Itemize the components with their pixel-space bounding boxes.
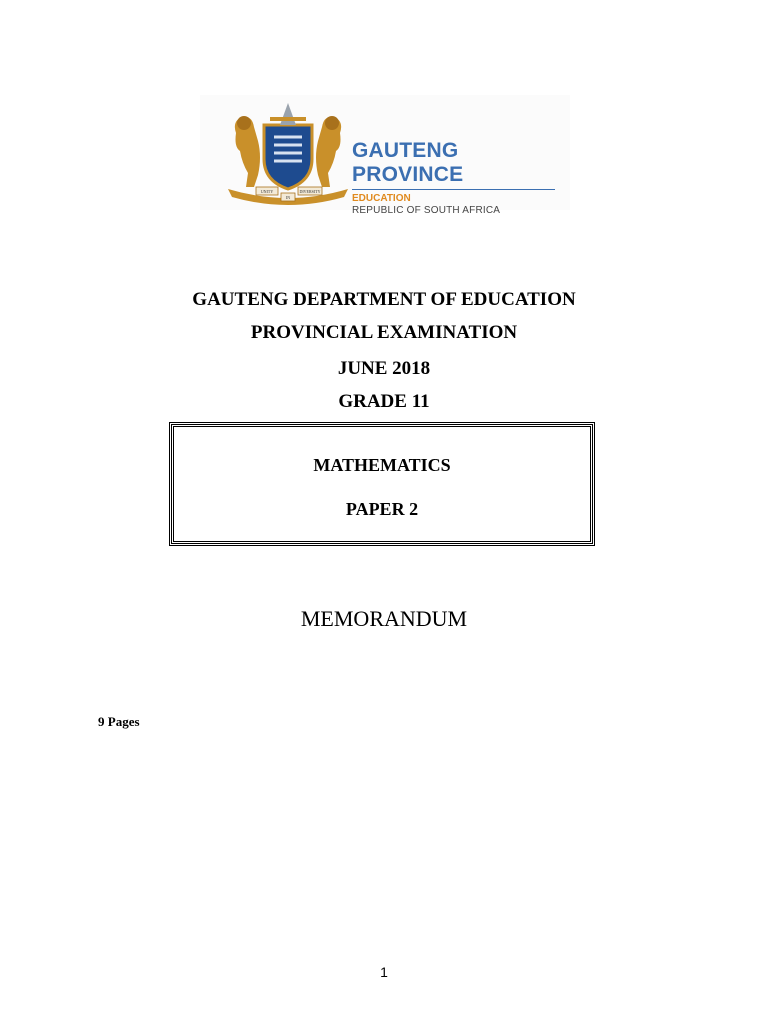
crest-motto-mid: IN [285, 195, 291, 200]
gauteng-education-logo [200, 95, 570, 216]
page-count: 9 Pages [98, 714, 140, 729]
page-number: 1 [380, 964, 388, 980]
subject-box [171, 424, 593, 544]
exam-type-heading: PROVINCIAL EXAMINATION [250, 322, 518, 343]
paper-number: PAPER 2 [345, 499, 419, 519]
department-heading: GAUTENG DEPARTMENT OF EDUCATION [192, 289, 576, 310]
country-name: REPUBLIC OF SOUTH AFRICA [352, 205, 501, 216]
coat-of-arms-icon [218, 97, 358, 207]
document-type: MEMORANDUM [300, 606, 468, 631]
crest-motto-left: UNITY [260, 189, 274, 194]
exam-date-heading: JUNE 2018 [337, 358, 431, 379]
crest-motto-right: DIVERSITY [299, 189, 321, 194]
province-name: GAUTENG PROVINCE [352, 139, 464, 186]
subject-name: MATHEMATICS [313, 455, 451, 475]
logo-divider [352, 189, 555, 190]
logo-text [352, 139, 570, 217]
grade-heading: GRADE 11 [338, 391, 430, 412]
department-name: EDUCATION [352, 193, 411, 204]
